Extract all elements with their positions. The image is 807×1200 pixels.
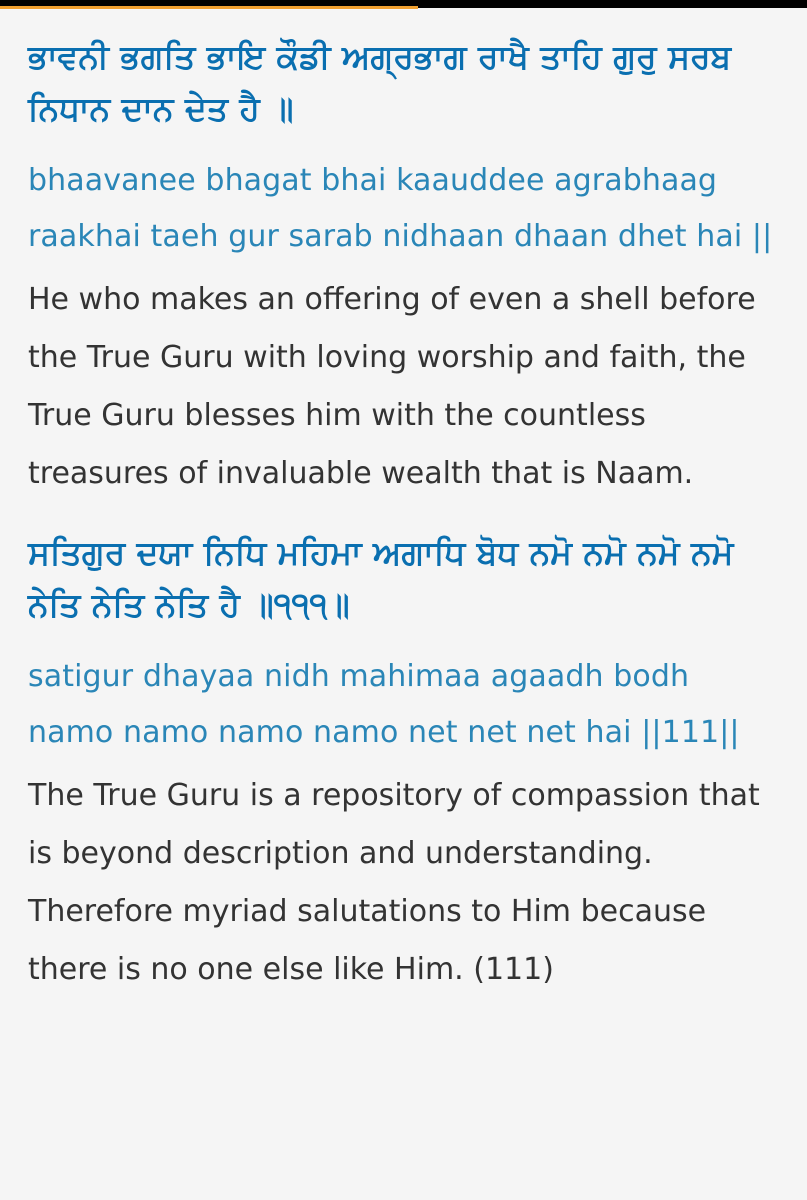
verse-block (28, 527, 779, 999)
translation-text: He who makes an offering of even a shell before the True Guru with loving worship and faith, the True Guru blesses him with the countless treasures of invaluable wealth that is Naam. (28, 282, 756, 491)
gurmukhi-text: ਭਾਵਨੀ ਭਗਤਿ ਭਾਇ ਕੌਡੀ ਅਗ੍ਰਭਾਗ ਰਾਖੈ ਤਾਹਿ ਗੁਰੁ ਸਰਬ ਨਿਧਾਨ ਦਾਨ ਦੇਤ ਹੈ ॥ (28, 37, 732, 128)
transliteration-text: satigur dhayaa nidh mahimaa agaadh bodh namo namo namo namo net net net hai ||111|| (28, 659, 740, 750)
verse-list (0, 9, 807, 999)
transliteration-text: bhaavanee bhagat bhai kaauddee agrabhaag raakhai taeh gur sarab nidhaan dhaan dhet hai || (28, 163, 773, 254)
gurmukhi-text: ਸਤਿਗੁਰ ਦਯਾ ਨਿਧਿ ਮਹਿਮਾ ਅਗਾਧਿ ਬੋਧ ਨਮੋ ਨਮੋ ਨਮੋ ਨਮੋ ਨੇਤਿ ਨੇਤਿ ਨੇਤਿ ਹੈ ॥੧੧੧॥ (28, 533, 734, 624)
translation-text: The True Guru is a repository of compassion that is beyond description and understanding. Therefore myriad salutations to Him because there is no one else like Him. (111) (28, 778, 760, 987)
verse-block (28, 31, 779, 503)
